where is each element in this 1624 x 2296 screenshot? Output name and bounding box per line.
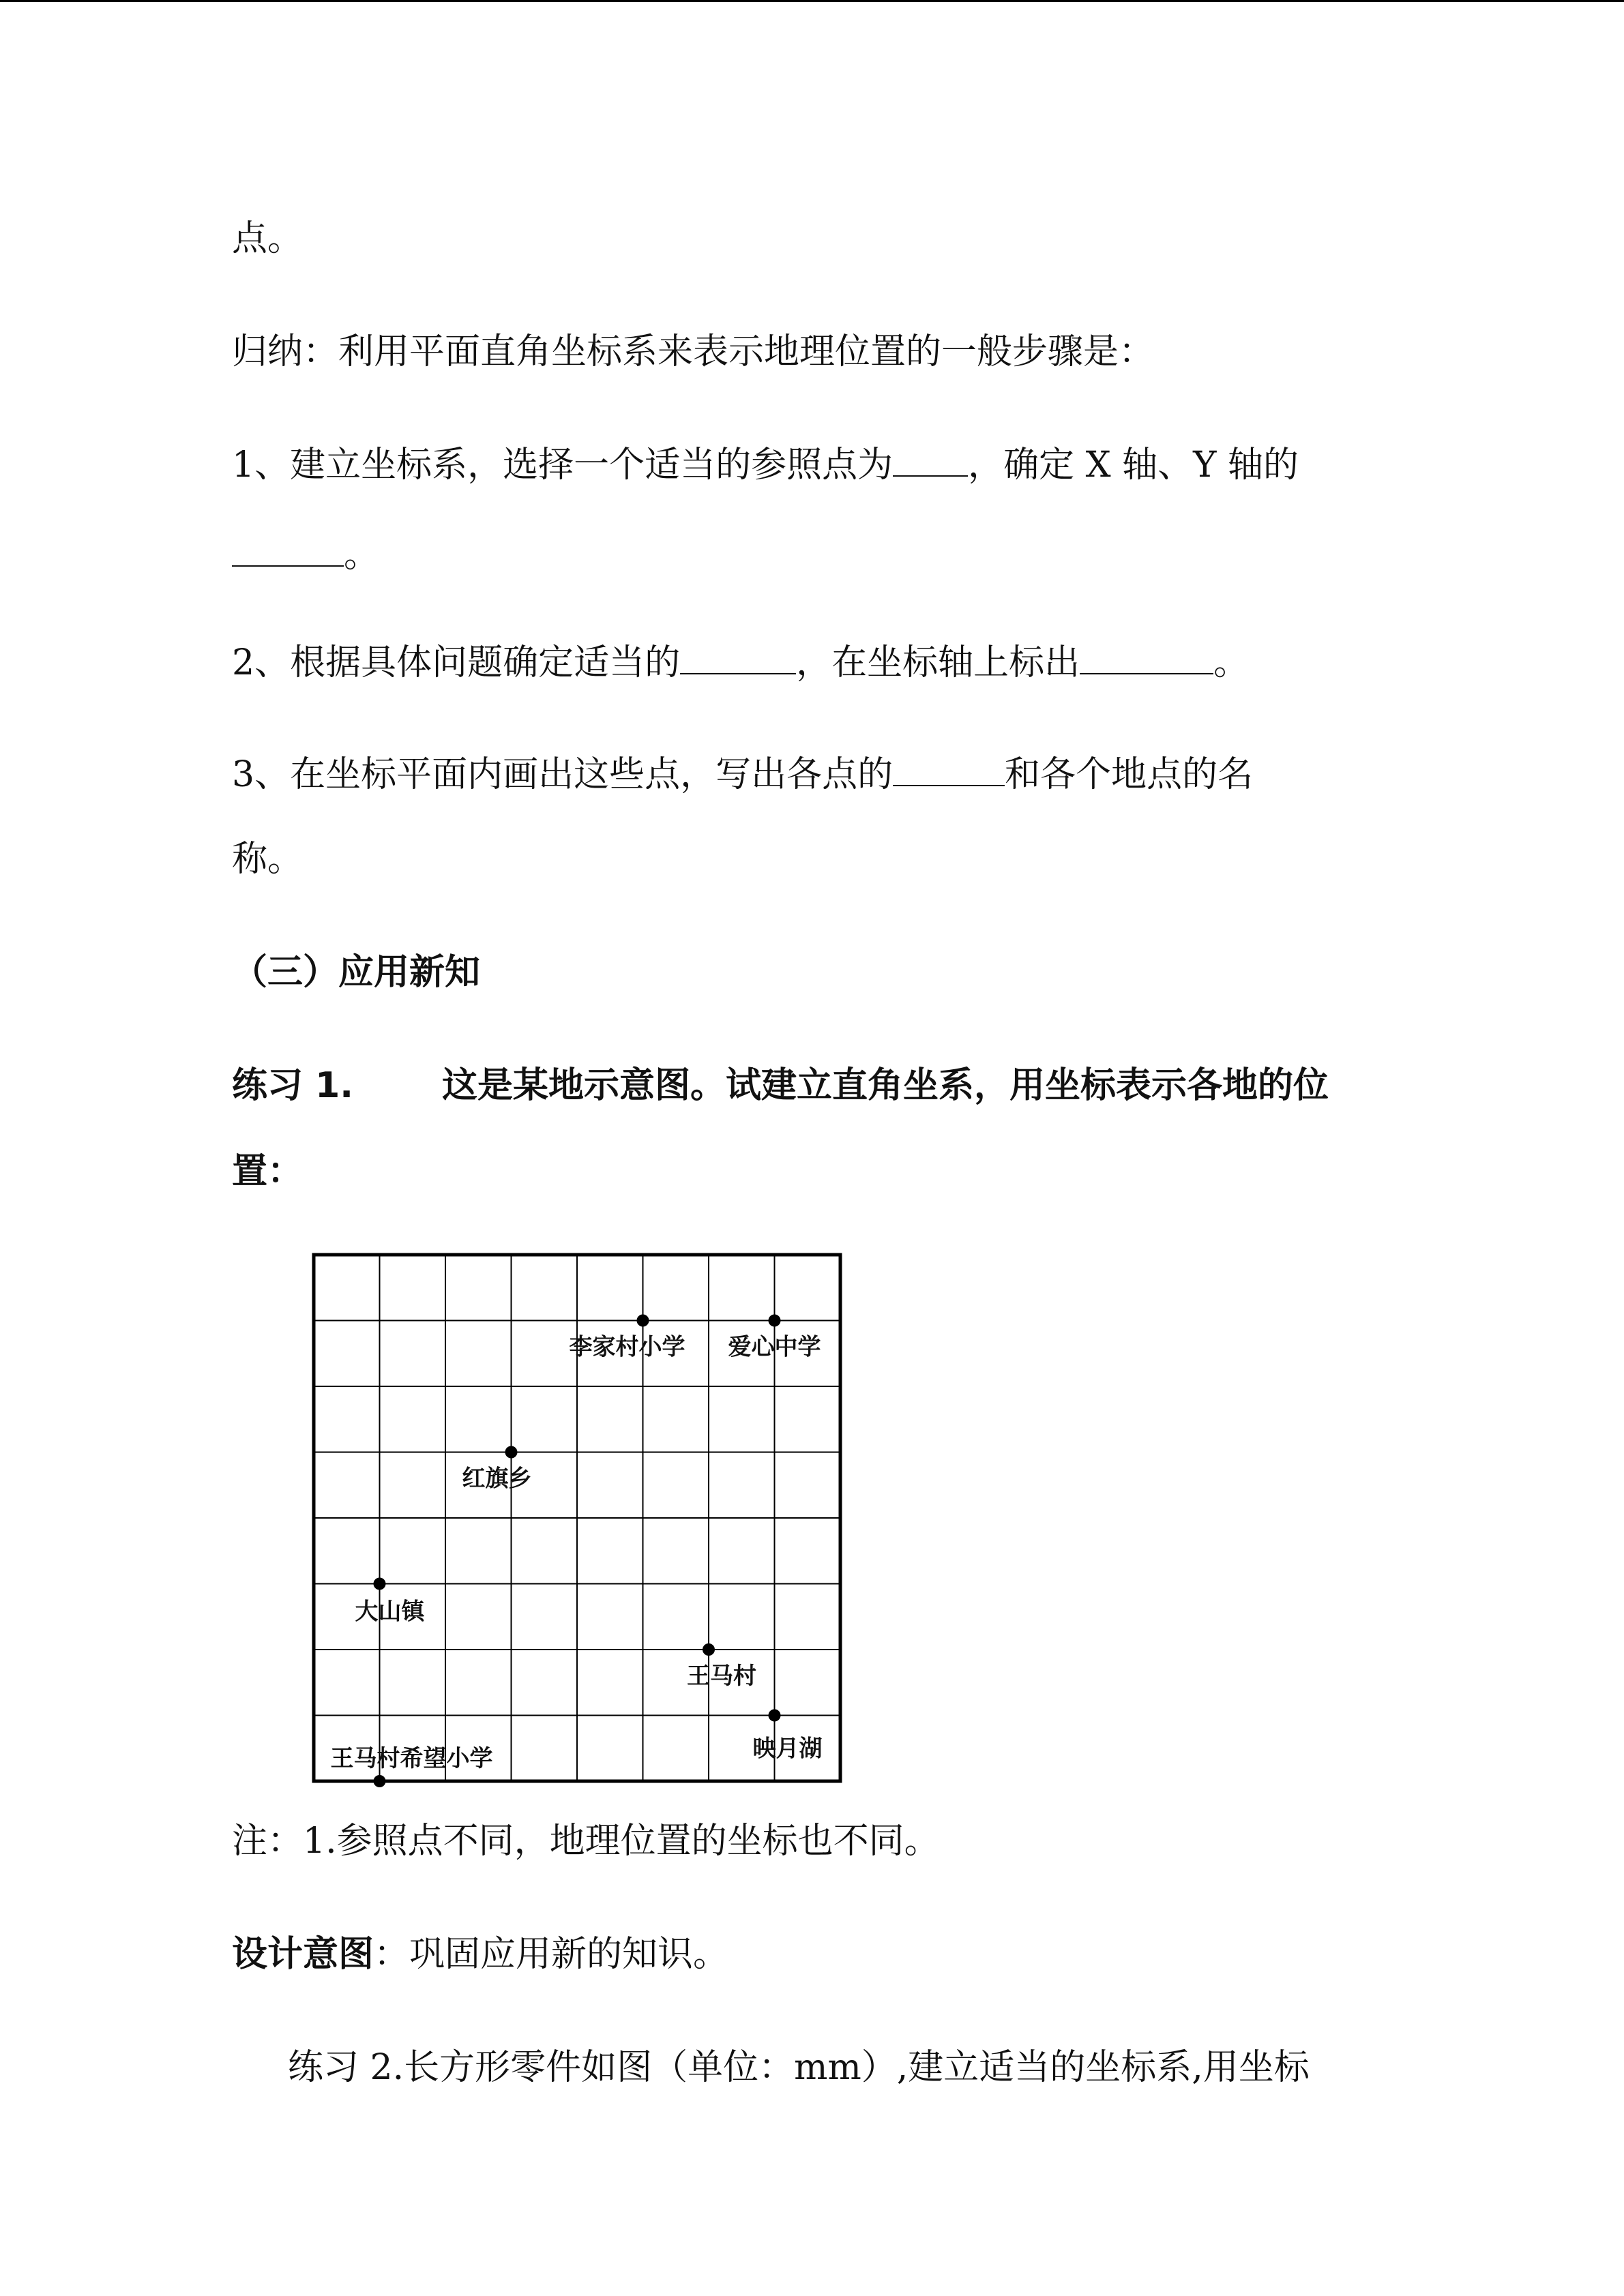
blank-marks (1080, 643, 1213, 674)
exercise-2-line (288, 2046, 1310, 2089)
text-line-guina (232, 330, 1154, 374)
design-text: ：巩固应用新的知识。 (374, 1934, 729, 1975)
text-line-dian (232, 217, 303, 260)
step-2-text-a: 2、根据具体问题确定适当的 (232, 642, 681, 683)
map-grid (300, 1241, 846, 1800)
design-line (232, 1933, 728, 1976)
step-2-line (232, 641, 1249, 685)
step-1-line-2 (232, 533, 379, 577)
map-point-marker (769, 1710, 781, 1722)
map-point-marker (769, 1315, 781, 1327)
map-point-label: 映月湖 (752, 1735, 823, 1763)
map-point-label: 王马村 (687, 1663, 756, 1690)
blank-origin (893, 445, 968, 477)
map-point-marker (637, 1315, 649, 1327)
exercise-1-cont: 置： (232, 1151, 304, 1192)
exercise-1-text: 这是某地示意图。试建立直角坐系，用坐标表示各地的位 (442, 1065, 1329, 1106)
blank-coordinates (893, 755, 1005, 786)
map-point-marker (374, 1775, 386, 1787)
map-point-marker (374, 1578, 386, 1590)
text-guina: 归纳：利用平面直角坐标系来表示地理位置的一般步骤是： (232, 331, 1155, 372)
map-point-marker (505, 1446, 518, 1459)
map-point-label: 李家村小学 (569, 1333, 685, 1361)
blank-unit-length (680, 643, 796, 674)
blank-direction (232, 535, 344, 567)
exercise-2-text: 练习 2.长方形零件如图（单位：mm）,建立适当的坐标系,用坐标 (288, 2047, 1310, 2088)
map-point-marker (703, 1643, 715, 1656)
step-3-text-a: 3、在坐标平面内画出这些点，写出各点的 (232, 754, 894, 795)
section-3-title: （三）应用新知 (232, 952, 481, 993)
step-2-text-c: 。 (1213, 642, 1250, 683)
section-heading (232, 951, 480, 994)
map-point-label: 爱心中学 (728, 1333, 821, 1361)
step-3-line (232, 753, 1253, 796)
map-figure (300, 1241, 846, 1803)
note-line (232, 1819, 940, 1863)
text-dian: 点。 (232, 218, 304, 259)
step-3-text-b: 和各个地点的名 (1005, 754, 1254, 795)
note-text: 注：1.参照点不同，地理位置的坐标也不同。 (232, 1821, 940, 1862)
step-1-text-b: ，确定 X 轴、Y 轴的 (968, 445, 1299, 486)
step-2-text-b: ，在坐标轴上标出 (796, 642, 1080, 683)
map-point-label: 大山镇 (355, 1598, 425, 1626)
step-1-line (232, 443, 1299, 487)
step-1-text-c: 。 (344, 535, 380, 576)
exercise-1-label: 练习 1. (232, 1065, 354, 1106)
map-point-label: 红旗乡 (462, 1465, 532, 1493)
page-top-border (0, 0, 1624, 2)
step-3-line-2 (232, 837, 303, 881)
map-point-label: 王马村希望小学 (330, 1745, 493, 1772)
design-label: 设计意图 (232, 1934, 374, 1975)
step-1-text-a: 1、建立坐标系，选择一个适当的参照点为 (232, 445, 894, 486)
exercise-1-line (232, 1064, 1329, 1107)
step-3-text-c: 称。 (232, 839, 304, 880)
exercise-1-line-2 (232, 1150, 303, 1193)
